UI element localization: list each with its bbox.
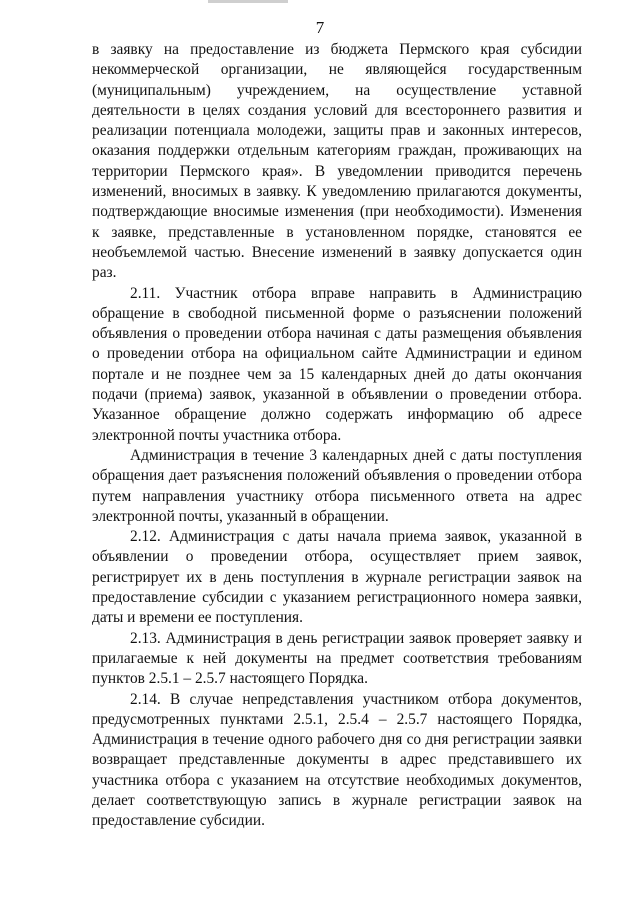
paragraph-continuation: в заявку на предоставление из бюджета Пермского края субсидии некоммерческой организации, не являющейся государственным (муниципальным) учреждением, на осуществление уставной деятельности в целях создания условий для всестороннего развития и реализации потенциала молодежи, защиты прав и законных интересов, оказания поддержки отдельным категориям граждан, проживающих на территории Пермского края». В уведомлении приводится перечень изменений, вносимых в заявку. К уведомлению прилагаются документы, подтверждающие вносимые изменения (при необходимости). Изменения к заявке, представленные в установленном порядке, становятся ее необъемлемой частью. Внесение изменений в заявку допускается один раз. [92, 41, 582, 282]
paragraph-2-11-response: Администрация в течение 3 календарных дней с даты поступления обращения дает разъяснения положений объявления о проведении отбора путем направления участнику отбора письменного ответа на адрес электронной почты, указанный в обращении. [92, 446, 582, 525]
paragraph-2-12: 2.12. Администрация с даты начала приема заявок, указанной в объявлении о проведении отбора, осуществляет прием заявок, регистрирует их в день поступления в журнале регистрации заявок на предоставление субсидии с указанием регистрационного номера заявки, даты и времени ее поступления. [92, 528, 582, 627]
document-body [92, 40, 582, 832]
paragraph-2-11: 2.11. Участник отбора вправе направить в Администрацию обращение в свободной письменной форме о разъяснении положений объявления о проведении отбора начиная с даты размещения объявления о проведении отбора на официальном сайте Администрации и едином портале и не позднее чем за 15 календарных дней до даты окончания подачи (приема) заявок, указанной в объявлении о проведении отбора. Указанное обращение должно содержать информацию об адресе электронной почты участника отбора. [92, 284, 582, 444]
paragraph-2-13: 2.13. Администрация в день регистрации заявок проверяет заявку и прилагаемые к ней документы на предмет соответствия требованиям пунктов 2.5.1 – 2.5.7 настоящего Порядка. [92, 629, 582, 688]
page-number: 7 [315, 18, 325, 37]
paragraph-2-14: 2.14. В случае непредставления участником отбора документов, предусмотренных пунктами 2.5.1, 2.5.4 – 2.5.7 настоящего Порядка, Администрация в течение одного рабочего дня со дня регистрации заявки возвращает представленные документы в адрес представившего их участника отбора с указанием на отсутствие необходимых документов, делает соответствующую запись в журнале регистрации заявок на предоставление субсидии. [92, 690, 582, 830]
scan-edge-mark [208, 0, 288, 3]
